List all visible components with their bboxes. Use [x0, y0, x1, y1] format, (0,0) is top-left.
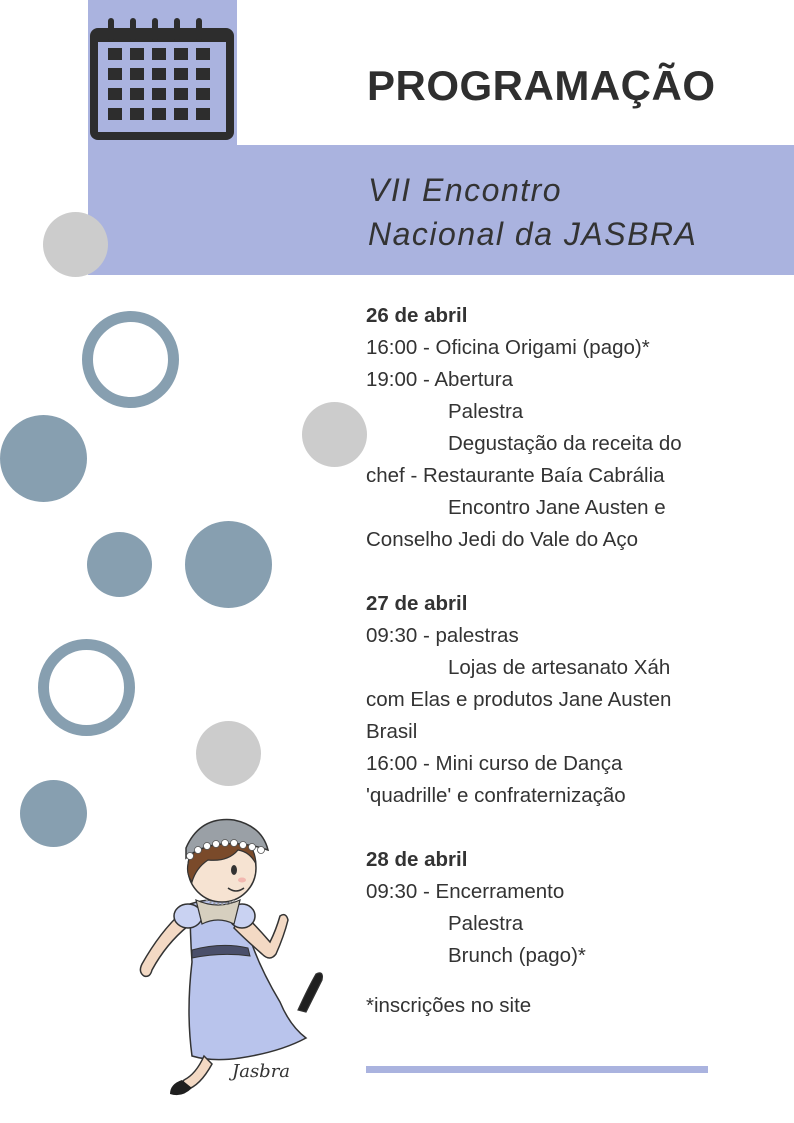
- page-title: PROGRAMAÇÃO: [367, 62, 716, 109]
- schedule-line: Brasil: [366, 720, 418, 743]
- schedule-line: Lojas de artesanato Xáh: [448, 656, 671, 679]
- schedule-line: Conselho Jedi do Vale do Aço: [366, 528, 639, 551]
- schedule-day-27: [366, 588, 746, 812]
- day-heading: 28 de abril: [366, 848, 468, 871]
- event-subtitle: [368, 168, 697, 256]
- day-heading: 27 de abril: [366, 592, 468, 615]
- decor-circle-gray: [196, 721, 261, 786]
- subtitle-line: Nacional da JASBRA: [368, 216, 698, 252]
- decor-ring-blue: [82, 311, 179, 408]
- schedule-line: 16:00 - Oficina Origami (pago)*: [366, 336, 650, 359]
- bottom-accent-bar: [366, 1066, 708, 1073]
- subtitle-line: VII Encontro: [368, 172, 563, 208]
- schedule-line: chef - Restaurante Baía Cabrália: [366, 464, 665, 487]
- calendar-icon: [88, 16, 236, 147]
- schedule-line: Palestra: [448, 912, 524, 935]
- schedule-line: 'quadrille' e confraternização: [366, 784, 626, 807]
- footnote: *inscrições no site: [366, 994, 532, 1017]
- decor-circle-blue: [0, 415, 87, 502]
- day-heading: 26 de abril: [366, 304, 468, 327]
- schedule-line: Degustação da receita do: [448, 432, 682, 455]
- schedule-day-26: [366, 300, 746, 556]
- jane-austen-girl-illustration: [130, 812, 330, 1107]
- schedule: [366, 300, 746, 1022]
- schedule-line: Encontro Jane Austen e: [448, 496, 666, 519]
- schedule-line: 09:30 - Encerramento: [366, 880, 565, 903]
- schedule-day-28: [366, 844, 746, 972]
- decor-circle-gray: [302, 402, 367, 467]
- schedule-line: 09:30 - palestras: [366, 624, 519, 647]
- decor-circle-blue: [87, 532, 152, 597]
- schedule-line: com Elas e produtos Jane Austen: [366, 688, 672, 711]
- schedule-line: Palestra: [448, 400, 524, 423]
- schedule-line: Brunch (pago)*: [448, 944, 586, 967]
- decor-circle-blue: [20, 780, 87, 847]
- decor-circle-gray: [43, 212, 108, 277]
- schedule-line: 19:00 - Abertura: [366, 368, 514, 391]
- decor-circle-blue: [185, 521, 272, 608]
- decor-ring-blue: [38, 639, 135, 736]
- illustration-signature: Jasbra: [232, 1061, 291, 1082]
- schedule-line: 16:00 - Mini curso de Dança: [366, 752, 623, 775]
